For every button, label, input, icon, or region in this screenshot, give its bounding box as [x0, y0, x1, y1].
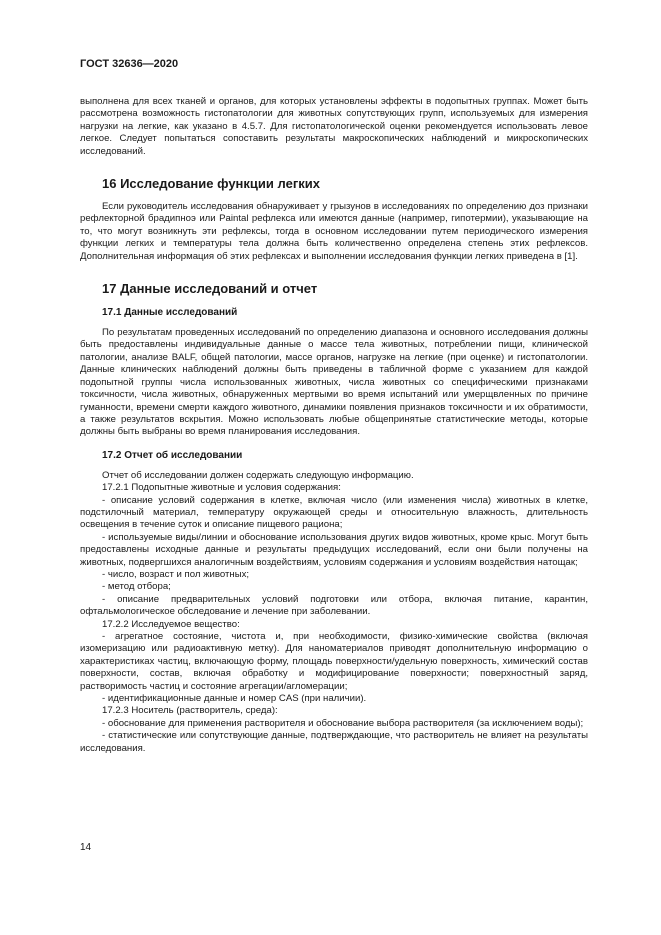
page-number: 14: [80, 842, 92, 853]
document-page: [80, 58, 588, 755]
report-line: - описание предварительных условий подготовки или отбора, включая питание, карантин, офтальмологическое обследование и лечение при заболевании.: [80, 593, 588, 618]
section-17-2-title: 17.2 Отчет об исследовании: [102, 449, 243, 461]
section-17-1-text: По результатам проведенных исследований по определению диапазона и основного исследования должны быть предоставлены индивидуальные данные о массе тела животных, потреблении пищи, клинической патологии, анализе BALF, общей патологии, массе органов, нагрузке на легкие (при оценке) и гистопатологии. Данные клинических наблюдений должны быть приведены в табличной форме с указанием для каждой подопытной группы числа использованных животных, числа животных со специфическими признаками токсичности, числа животных, обнаруженных мертвыми во время испытаний или умерщвленных по причине гуманности, времени смерти каждого животного, динамики появления признаков токсичности и их обратимости, а также результатов вскрытия. Можно использовать любые общепринятые статистические методы, которые должны быть выбраны во время планирования исследования.: [80, 327, 588, 438]
report-line: - число, возраст и пол животных;: [102, 568, 250, 580]
report-line: 17.2.1 Подопытные животные и условия содержания:: [102, 482, 341, 494]
intro-paragraph: выполнена для всех тканей и органов, для которых установлены эффекты в подопытных группах. Может быть рассмотрена возможность гистопатологии для животных сопутствующих групп, используемых для измерения нагрузки на легкие, как указано в 4.5.7. Для гистопатологической оценки рекомендуется использовать левое легкое. Следует попытаться сопоставить результаты макроскопических наблюдений и микроскопических исследований.: [80, 96, 588, 157]
report-line: - описание условий содержания в клетке, включая число (или изменения числа) животных в клетке, подстилочный материал, температуру окружающей среды и относительную влажность, длительность освещения в течение суток и описание пищевого рациона;: [80, 494, 588, 531]
report-line: - используемые виды/линии и обоснование использования других видов животных, кроме крыс. Могут быть предоставлены исходные данные и результаты предыдущих исследований, если они были получены на животных, подвергшихся аналогичным воздействиям, условиям содержания и условиям воздействия натощак;: [80, 531, 588, 568]
report-line: - агрегатное состояние, чистота и, при необходимости, физико-химические свойства (включая изомеризацию или радиоактивную метку). Для наноматериалов приводят дополнительную информацию о характеристиках частиц, включающую форму, площадь поверхности/удельную поверхность, химический состав поверхности, состав, включая обработку и модифицирование поверхности; поверхностный заряд, растворимость частиц и состояние агрегации/агломерации;: [80, 631, 588, 692]
report-line: 17.2.3 Носитель (растворитель, среда):: [102, 705, 278, 717]
report-line: - обоснование для применения растворителя и обоснование выбора растворителя (за исключением воды);: [102, 717, 584, 729]
report-line: - статистические или сопутствующие данные, подтверждающие, что растворитель не влияет на результаты исследования.: [80, 730, 588, 754]
report-line: 17.2.2 Исследуемое вещество:: [102, 618, 240, 630]
report-line: - идентификационные данные и номер CAS (при наличии).: [102, 693, 367, 705]
section-17-1-title: 17.1 Данные исследований: [102, 307, 238, 319]
section-16-text: Если руководитель исследования обнаруживает у грызунов в исследованиях по определению доз признаки рефлекторной брадипноэ или Paintal рефлекса или имеются данные (например, гипотермии), указывающие на то, что могут возникнуть эти рефлексы, тогда в основном исследовании путем периодического измерения функции легких и температуры тела должна быть количественно определена степень этих рефлексов. Дополнительная информация об этих рефлексах и выполнении исследования функции легких приведена в [1].: [80, 201, 588, 262]
section-16-title: 16 Исследование функции легких: [102, 176, 320, 192]
standard-header: ГОСТ 32636—2020: [80, 58, 179, 70]
report-line: - метод отбора;: [102, 581, 171, 593]
report-line: Отчет об исследовании должен содержать следующую информацию.: [102, 469, 414, 481]
section-17-title: 17 Данные исследований и отчет: [102, 281, 318, 297]
